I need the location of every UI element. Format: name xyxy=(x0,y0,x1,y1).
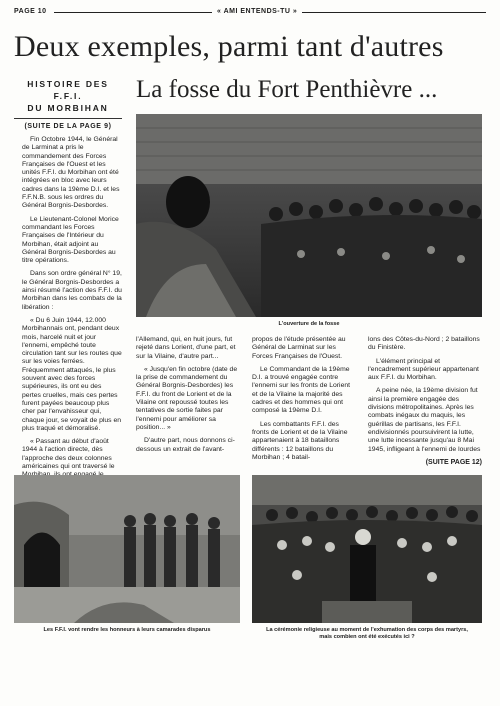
paragraph: Fin Octobre 1944, le Général de Larminat a pris le commandement des Forces Françaises de l'Ouest et les unités F.F.I. du Morbihan ont été intégrées en bloc avec leurs cadres dans la 19ème D.I. et les F.F.N.B. sous les ordres du Général Borgnis-Desbordes. xyxy=(22,136,120,210)
photo-pit-opening xyxy=(136,114,482,317)
page-header xyxy=(14,6,486,18)
photo-religious-ceremony xyxy=(252,475,482,623)
paragraph: « Jusqu'en fin octobre (date de la prise de commandement du Général Borgnis-Desbordes) les F.F.I. du front de Lorient et de la Vilaine ont repoussé toutes les tentatives de sortie faites par l'ennemi pour améliorer sa position... » xyxy=(136,365,238,431)
paragraph: l'Allemand, qui, en huit jours, fut rejeté dans Lorient, d'une part, et sur la Vilaine, d'autre part... xyxy=(136,336,236,360)
continued-from: (SUITE DE LA PAGE 9) xyxy=(24,123,112,130)
paragraph: Le Commandant de la 19ème D.I. a trouvé engagée contre l'ennemi sur les fronts de Lorient et de la Vilaine la majorité des cadres et des hommes qui ont composé la 19ème D.I. xyxy=(252,365,351,415)
section-title xyxy=(14,78,122,119)
masthead: « AMI ENTENDS-TU » xyxy=(212,8,302,15)
headline: Deux exemples, parmi tant d'autres xyxy=(14,30,444,63)
paragraph: lons des Côtes-du-Nord ; 2 bataillons du Finistère. xyxy=(368,336,480,352)
text-column-3 xyxy=(252,336,356,462)
caption-bottom-right-line2: mais combien ont été exécutés ici ? xyxy=(319,634,415,640)
text-column-2 xyxy=(136,336,240,454)
paragraph: Les combattants F.F.I. des fronts de Lorient et de la Vilaine appartenaient à 18 bataillons différents : 12 bataillons du Morbihan ; 4 batail- xyxy=(252,420,348,461)
section-title-line2: DU MORBIHAN xyxy=(27,103,109,113)
caption-bottom-left: Les F.F.I. vont rendre les honneurs à leurs camarades disparus xyxy=(43,627,211,633)
paragraph: Dans son ordre général N° 19, le Général Borgnis-Desbordes a ainsi résumé l'action des F.F.I. du Morbihan dans les combats de la libération : xyxy=(22,270,122,311)
subheadline: La fosse du Fort Penthièvre ... xyxy=(136,76,438,103)
paragraph: « Du 6 Juin 1944, 12.000 Morbihannais ont, pendant deux mois, harcelé nuit et jour l'ennemi, empêché toute circulation tant sur les routes que sur les voies ferrées. Fréquemment attaqués, le plus souvent avec des forces supérieures, ils ont eu des pertes cruelles, mais ces pertes furent payées beaucoup plus cher par l'envahisseur qui, chaque jour, se voyait de plus en plus traqué et démoralisé. xyxy=(22,316,122,432)
paragraph: D'autre part, nous donnons ci-dessous un extrait de l'avant- xyxy=(136,437,235,453)
paragraph: « Passant au début d'août 1944 à l'action directe, dès l'approche des deux colonnes américaines qui ont traversé le xyxy=(22,438,115,470)
caption-bottom-right xyxy=(252,627,482,641)
photo-ffi-honours-image xyxy=(14,475,240,623)
paragraph: propos de l'étude présentée au Général de Larminat sur les Forces Françaises de l'Ouest. xyxy=(252,336,346,360)
section-title-line1: HISTOIRE DES F.F.I. xyxy=(27,79,109,101)
caption-bottom-right-line1: La cérémonie religieuse au moment de l'exhumation des corps des martyrs, xyxy=(266,627,468,633)
paragraph: L'élément principal et l'encadrement supérieur appartenant aux F.F.I. du Morbihan. xyxy=(368,357,479,382)
photo-religious-ceremony-image xyxy=(252,475,482,623)
photo-pit-opening-image xyxy=(136,114,482,317)
section-rule xyxy=(14,118,122,119)
photo-ffi-honours xyxy=(14,475,240,623)
text-column-4 xyxy=(368,336,482,467)
page-number: PAGE 10 xyxy=(14,8,47,15)
caption-top-photo: L'ouverture de la fosse xyxy=(278,321,340,327)
text-column-1 xyxy=(22,136,122,496)
paragraph: A peine née, la 19ème division fut ainsi la première engagée des divisions métropolitaines. Après les combats inégaux du maquis, les guérillas de partisans, les F.F.I. endivisionnés poursuivirent la lutte, une lutte incessante jusqu'au 8 Mai 1945, infligeant à l'ennemi de lourdes xyxy=(368,387,481,453)
paragraph: Le Lieutenant-Colonel Morice commandant les Forces Françaises de l'Intérieur du Morbihan, était adjoint au Général Borgnis-Desbordes au titre opérations. xyxy=(22,215,119,265)
continued-to: (SUITE PAGE 12) xyxy=(425,458,482,466)
